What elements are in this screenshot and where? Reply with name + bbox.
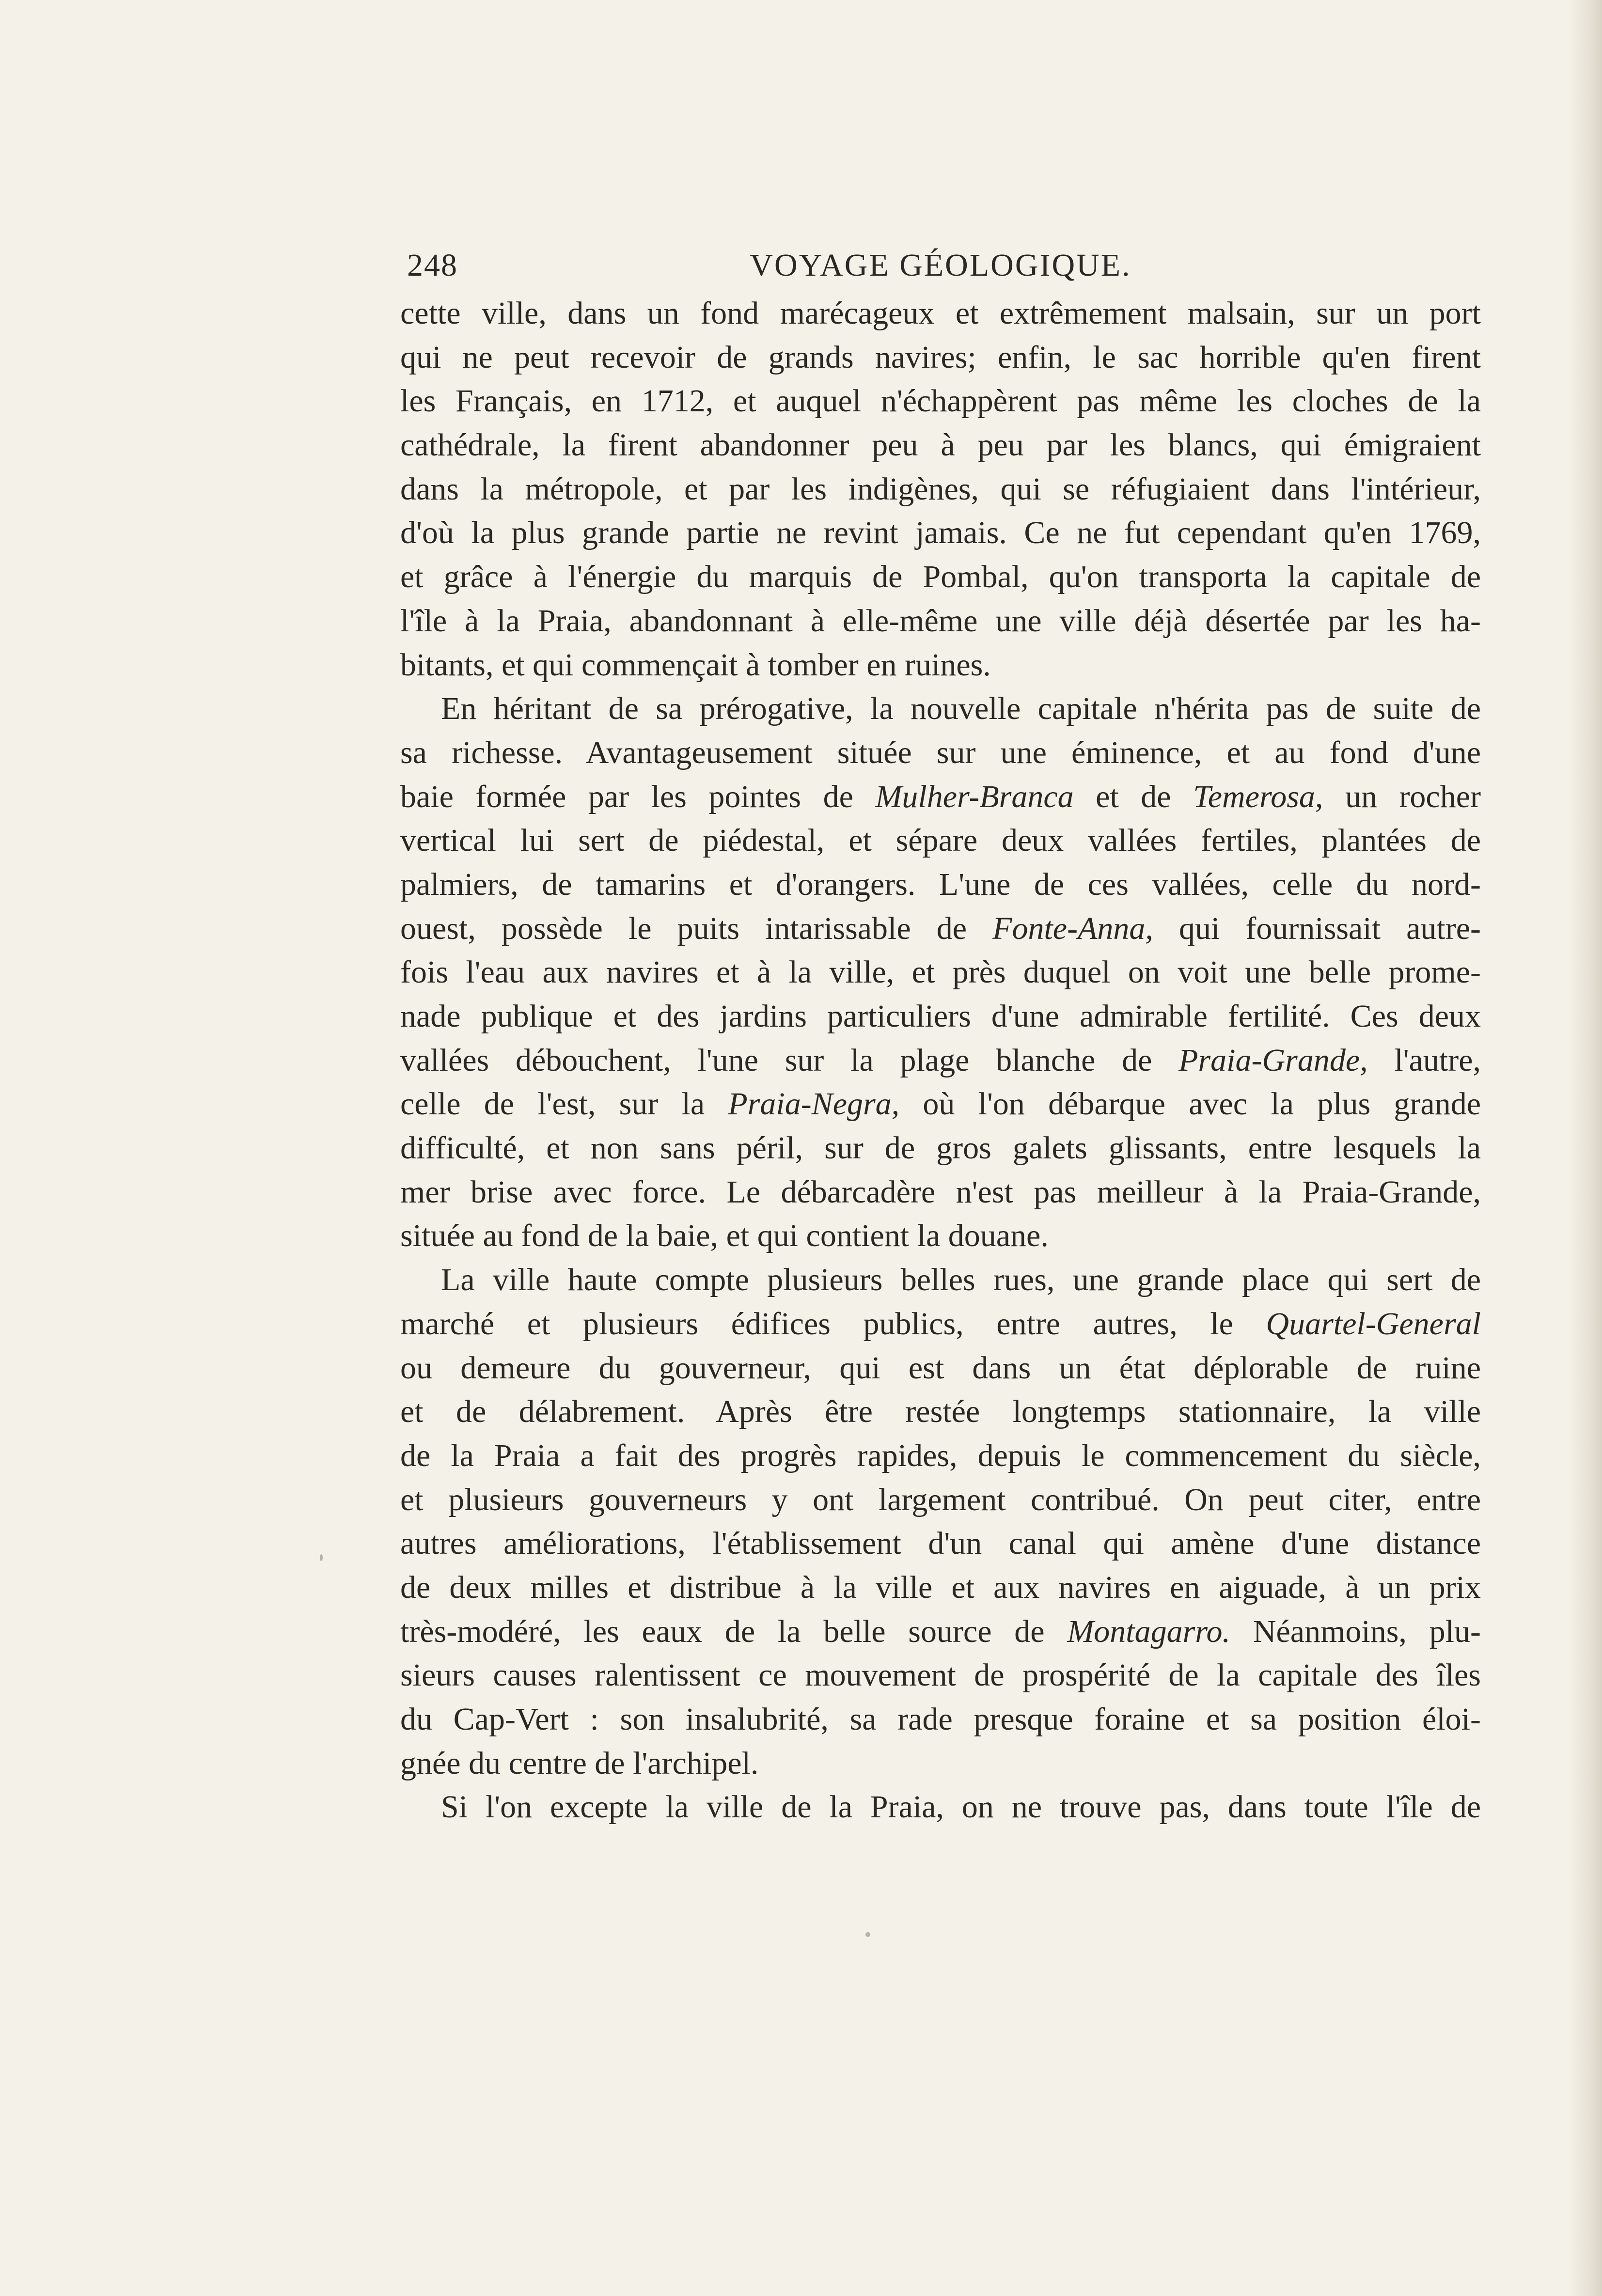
text-segment: située au fond de la baie, et qui contient la douane.: [400, 1218, 1049, 1254]
text-line: [400, 1082, 1481, 1126]
text-segment: difficulté, et non sans péril, sur de gros galets glissants, entre lesquels la: [400, 1130, 1481, 1166]
italic-place-name: Fonte-Anna,: [992, 910, 1153, 946]
text-line: [400, 336, 1481, 380]
text-segment: sieurs causes ralentissent ce mouvement de prospérité de la capitale des îles: [400, 1657, 1481, 1693]
text-segment: qui ne peut recevoir de grands navires; enfin, le sac horrible qu'en firent: [400, 339, 1481, 375]
text-segment: et de: [1073, 779, 1194, 814]
text-line: [400, 1126, 1481, 1171]
text-line: [400, 687, 1481, 731]
text-segment: baie formée par les pointes de: [400, 779, 876, 814]
text-segment: du Cap-Vert : son insalubrité, sa rade presque foraine et sa position éloi-: [400, 1702, 1481, 1737]
text-line: [400, 1390, 1481, 1434]
text-segment: cathédrale, la firent abandonner peu à peu par les blancs, qui émigraient: [400, 427, 1481, 463]
text-segment: dans la métropole, et par les indigènes, qui se réfugiaient dans l'intérieur,: [400, 471, 1481, 507]
text-line: [400, 379, 1481, 423]
text-segment: gnée du centre de l'archipel.: [400, 1745, 759, 1781]
paper-speck: [865, 1932, 870, 1937]
italic-place-name: Montagarro.: [1067, 1613, 1231, 1649]
text-line: [400, 555, 1481, 599]
text-line: [400, 1742, 1481, 1786]
text-segment: cette ville, dans un fond marécageux et extrêmement malsain, sur un port: [400, 296, 1481, 331]
text-segment: palmiers, de tamarins et d'orangers. L'une de ces vallées, celle du nord-: [400, 866, 1481, 902]
text-segment: ou demeure du gouverneur, qui est dans un état déplorable de ruine: [400, 1350, 1481, 1386]
text-segment: les Français, en 1712, et auquel n'échappèrent pas même les cloches de la: [400, 383, 1481, 419]
text-segment: vallées débouchent, l'une sur la plage blanche de: [400, 1042, 1179, 1078]
paper-speck: [320, 1554, 323, 1561]
text-segment: de deux milles et distribue à la ville et aux navires en aiguade, à un prix: [400, 1569, 1481, 1605]
text-segment: un rocher: [1323, 779, 1481, 814]
text-line: [400, 731, 1481, 775]
text-segment: marché et plusieurs édifices publics, entre autres, le: [400, 1306, 1266, 1342]
text-segment: et grâce à l'énergie du marquis de Pombal, qu'on transporta la capitale de: [400, 559, 1481, 595]
text-line: [400, 1566, 1481, 1610]
text-line: [400, 423, 1481, 468]
text-segment: La ville haute compte plusieurs belles rues, une grande place qui sert de: [441, 1262, 1481, 1298]
text-line: [400, 1258, 1481, 1302]
text-line: [400, 1039, 1481, 1083]
text-line: [400, 468, 1481, 512]
italic-place-name: Temerosa,: [1193, 779, 1323, 814]
text-line: [400, 643, 1481, 687]
text-segment: bitants, et qui commençait à tomber en ruines.: [400, 647, 991, 683]
text-line: [400, 1478, 1481, 1522]
italic-place-name: Praia-Negra,: [728, 1086, 900, 1122]
italic-place-name: Praia-Grande,: [1178, 1042, 1368, 1078]
text-segment: autres améliorations, l'établissement d'un canal qui amène d'une distance: [400, 1526, 1481, 1562]
text-line: [400, 1522, 1481, 1566]
text-line: [400, 819, 1481, 863]
running-title: VOYAGE GÉOLOGIQUE.: [750, 248, 1131, 283]
text-line: [400, 292, 1481, 336]
text-segment: mer brise avec force. Le débarcadère n'est pas meilleur à la Praia-Grande,: [400, 1174, 1481, 1210]
text-segment: l'île à la Praia, abandonnant à elle-même une ville déjà désertée par les ha-: [400, 603, 1481, 639]
italic-place-name: Mulher-Branca: [875, 779, 1074, 814]
page-edge-shadow: [1568, 0, 1602, 2296]
text-segment: d'où la plus grande partie ne revint jamais. Ce ne fut cependant qu'en 1769,: [400, 515, 1481, 551]
text-segment: l'autre,: [1367, 1042, 1481, 1078]
text-line: [400, 1171, 1481, 1215]
text-line: [400, 1785, 1481, 1829]
text-line: [400, 1698, 1481, 1742]
text-segment: ouest, possède le puits intarissable de: [400, 910, 993, 946]
italic-place-name: Quartel-General: [1266, 1306, 1481, 1342]
text-line: [400, 1214, 1481, 1258]
running-header: [400, 238, 1481, 292]
text-segment: celle de l'est, sur la: [400, 1086, 728, 1122]
text-line: [400, 511, 1481, 555]
text-segment: et plusieurs gouverneurs y ont largement contribué. On peut citer, entre: [400, 1482, 1481, 1517]
text-segment: qui fournissait autre-: [1153, 910, 1481, 946]
text-line: [400, 599, 1481, 643]
text-line: [400, 1434, 1481, 1478]
text-line: [400, 775, 1481, 819]
text-line: [400, 1654, 1481, 1698]
text-segment: très-modéré, les eaux de la belle source de: [400, 1613, 1068, 1649]
text-segment: vertical lui sert de piédestal, et sépare deux vallées fertiles, plantées de: [400, 823, 1481, 859]
text-segment: sa richesse. Avantageusement située sur une éminence, et au fond d'une: [400, 734, 1481, 770]
text-line: [400, 907, 1481, 951]
text-segment: En héritant de sa prérogative, la nouvelle capitale n'hérita pas de suite de: [441, 691, 1481, 727]
text-line: [400, 863, 1481, 907]
text-segment: Néanmoins, plu-: [1230, 1613, 1481, 1649]
text-line: [400, 1302, 1481, 1346]
text-segment: où l'on débarque avec la plus grande: [899, 1086, 1481, 1122]
text-line: [400, 1610, 1481, 1654]
text-line: [400, 995, 1481, 1039]
body-text: [400, 292, 1481, 1829]
text-segment: de la Praia a fait des progrès rapides, depuis le commencement du siècle,: [400, 1437, 1481, 1473]
text-segment: fois l'eau aux navires et à la ville, et près duquel on voit une belle prome-: [400, 954, 1481, 990]
text-segment: Si l'on excepte la ville de la Praia, on ne trouve pas, dans toute l'île de: [441, 1789, 1481, 1825]
text-segment: et de délabrement. Après être restée longtemps stationnaire, la ville: [400, 1394, 1481, 1430]
page-number: 248: [407, 248, 458, 283]
text-line: [400, 1346, 1481, 1390]
text-line: [400, 951, 1481, 995]
text-segment: nade publique et des jardins particuliers d'une admirable fertilité. Ces deux: [400, 999, 1481, 1034]
